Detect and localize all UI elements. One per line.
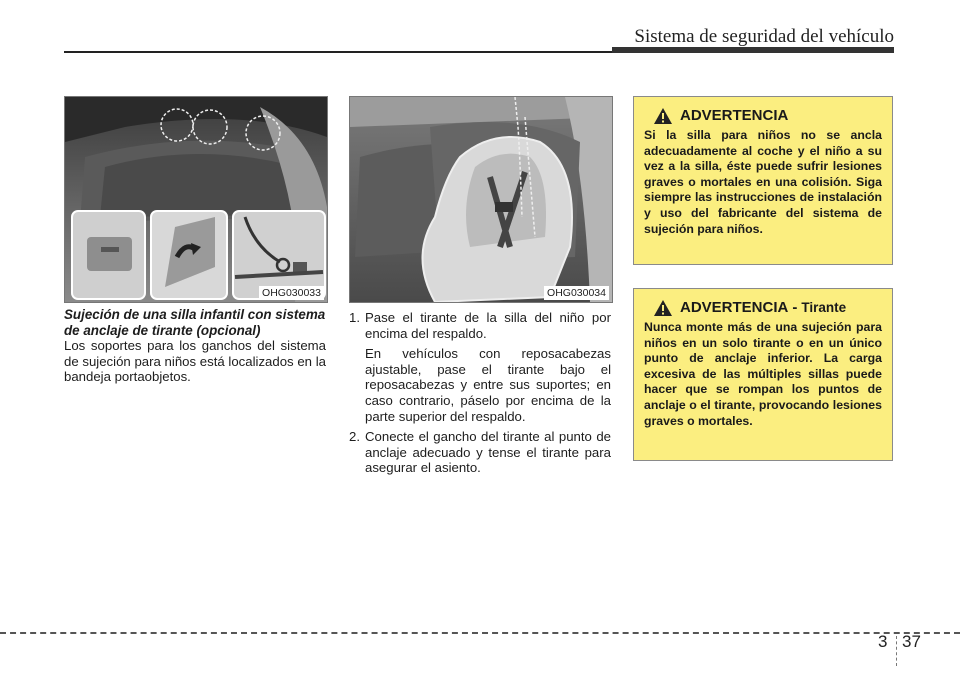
warning-header bbox=[644, 299, 882, 316]
warning-title: ADVERTENCIA bbox=[680, 107, 789, 124]
warning-subtitle: Tirante bbox=[801, 300, 847, 315]
header-rule-accent bbox=[612, 47, 894, 53]
warning-header bbox=[644, 107, 882, 124]
rear-seat-illustration bbox=[65, 97, 327, 302]
figure-code: OHG030033 bbox=[259, 286, 324, 300]
subheading: Sujeción de una silla infantil con sistema de anclaje de tirante (opcional) bbox=[64, 307, 326, 338]
page-number-divider bbox=[896, 636, 897, 666]
step-number: 2. bbox=[349, 429, 360, 445]
chapter-number: 3 bbox=[878, 632, 888, 651]
page-number: 37 bbox=[902, 632, 921, 651]
step-1 bbox=[349, 310, 611, 341]
child-seat-illustration bbox=[350, 97, 612, 302]
figure-code: OHG030034 bbox=[544, 286, 609, 300]
figure-rear-shelf-anchors bbox=[64, 96, 328, 303]
step-text: Conecte el gancho del tirante al punto de anclaje adecuado y tense el tirante para asegurar el asiento. bbox=[365, 429, 611, 476]
warning-title-separator: - bbox=[792, 299, 798, 316]
body-paragraph: Los soportes para los ganchos del sistema de sujeción para niños está localizados en la bandeja portaobjetos. bbox=[64, 338, 326, 385]
header-rule bbox=[64, 51, 619, 53]
step-1-note: En vehículos con reposacabezas ajustable, pase el tirante bajo el reposacabezas y entre sus suportes; en caso contrario, páselo por encima de la parte superior del respaldo. bbox=[365, 346, 611, 424]
middle-column bbox=[349, 310, 611, 481]
figure-child-seat-tether bbox=[349, 96, 613, 303]
warning-title: ADVERTENCIA bbox=[680, 299, 789, 316]
warning-box bbox=[633, 96, 893, 265]
step-number: 1. bbox=[349, 310, 360, 325]
left-column bbox=[64, 307, 326, 385]
step-2 bbox=[349, 429, 611, 476]
warning-box-tether bbox=[633, 288, 893, 461]
warning-text: Nunca monte más de una sujeción para niños en un solo tirante o en un único punto de anclaje inferior. La carga excesiva de las múltiples sillas puede hacer que se rompan los puntos de anclaje o el tirante, provocando lesiones graves o mortales. bbox=[644, 320, 882, 428]
warning-triangle-icon bbox=[654, 108, 672, 124]
section-title: Sistema de seguridad del vehículo bbox=[634, 26, 894, 47]
warning-triangle-icon bbox=[654, 300, 672, 316]
warning-text: Si la silla para niños no se ancla adecuadamente al coche y el niño a su vez a la silla, éste puede sufrir lesiones graves o mortales en una colisión. Siga siempre las instrucciones de instalación y uso del fabricante del sistema de sujeción para niños. bbox=[644, 128, 882, 236]
footer-rule bbox=[0, 632, 960, 634]
step-text: Pase el tirante de la silla del niño por encima del respaldo. bbox=[365, 310, 611, 341]
